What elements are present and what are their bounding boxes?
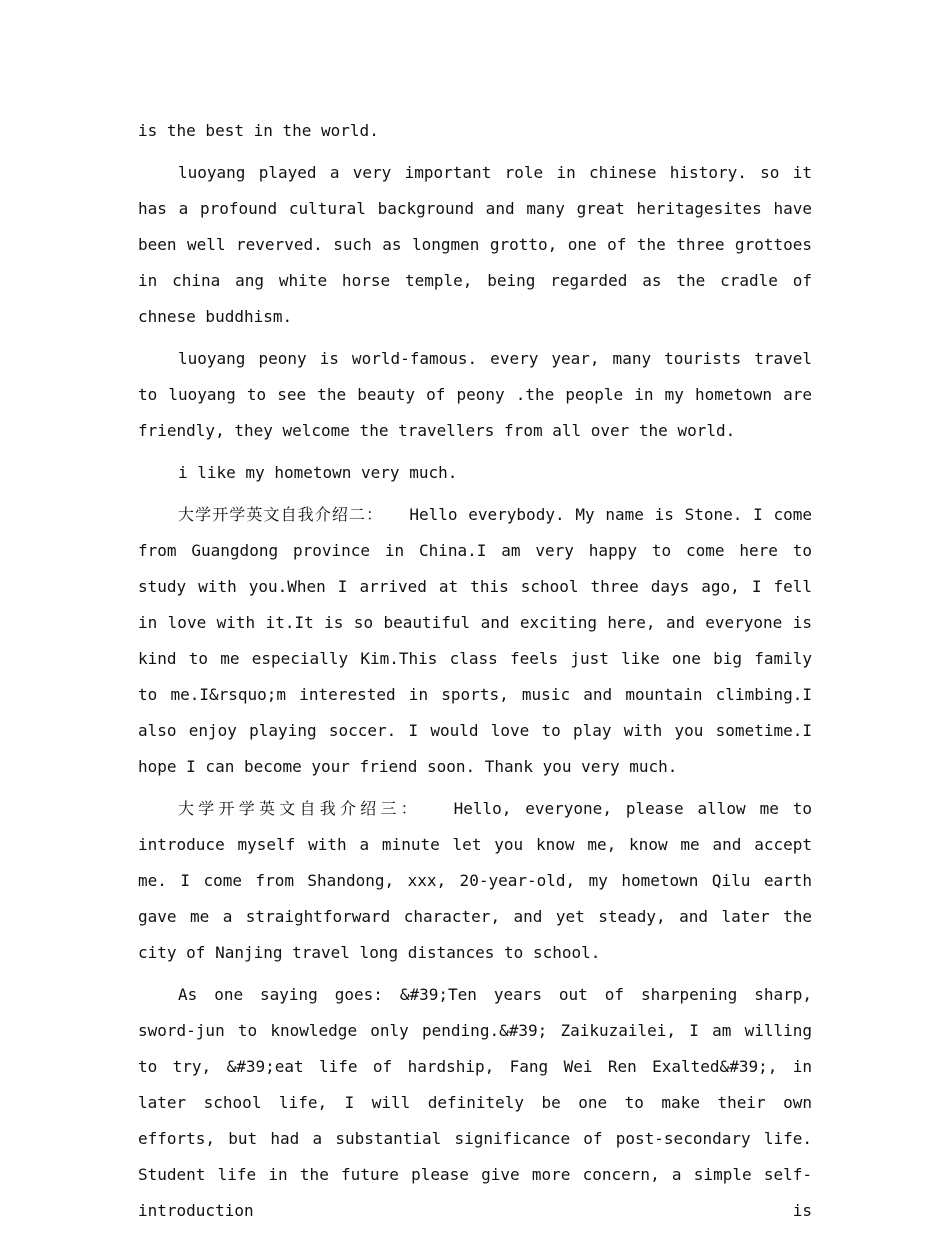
paragraph-luoyang-history: luoyang played a very important role in chinese history. so it has a profound cultural background and many great heritagesites have been well reverved. such as longmen grotto, one of the three grottoes in china ang white horse temple, being regarded as the cradle of chnese buddhism. — [138, 163, 812, 326]
paragraph-saying: As one saying goes: &#39;Ten years out of sharpening sharp, sword-jun to knowledge only pending.&#39; Zaikuzailei, I am willing to try, &#39;eat life of hardship, Fang Wei Ren Exalted&#39;, in later school life, I will definitely be one to make their own efforts, but had a substantial significance of post-secondary life. Student life in the future please give more concern, a simple self-introduction is — [138, 985, 812, 1220]
paragraph-like-hometown: i like my hometown very much. — [178, 463, 458, 482]
paragraph-luoyang-peony: luoyang peony is world-famous. every year, many tourists travel to luoyang to see the beauty of peony .the people in my hometown are friendly, they welcome the travellers from all over the world. — [138, 349, 812, 440]
paragraph-continuation: is the best in the world. — [138, 121, 379, 140]
document-page — [138, 113, 812, 1235]
paragraph-introduction-two: 大学开学英文自我介绍二： Hello everybody. My name is Stone. I come from Guangdong province in China.I am very happy to come here to study with you.When I arrived at this school three days ago, I fell in love with it.It is so beautiful and exciting here, and everyone is kind to me especially Kim.This class feels just like one big family to me.I&rsquo;m interested in sports, music and mountain climbing.I also enjoy playing soccer. I would love to play with you sometime.I hope I can become your friend soon. Thank you very much. — [138, 505, 812, 776]
paragraph-introduction-three: 大学开学英文自我介绍三： Hello, everyone, please allow me to introduce myself with a minute let you know me, know me and accept me. I come from Shandong, xxx, 20-year-old, my hometown Qilu earth gave me a straightforward character, and yet steady, and later the city of Nanjing travel long distances to school. — [138, 799, 812, 962]
